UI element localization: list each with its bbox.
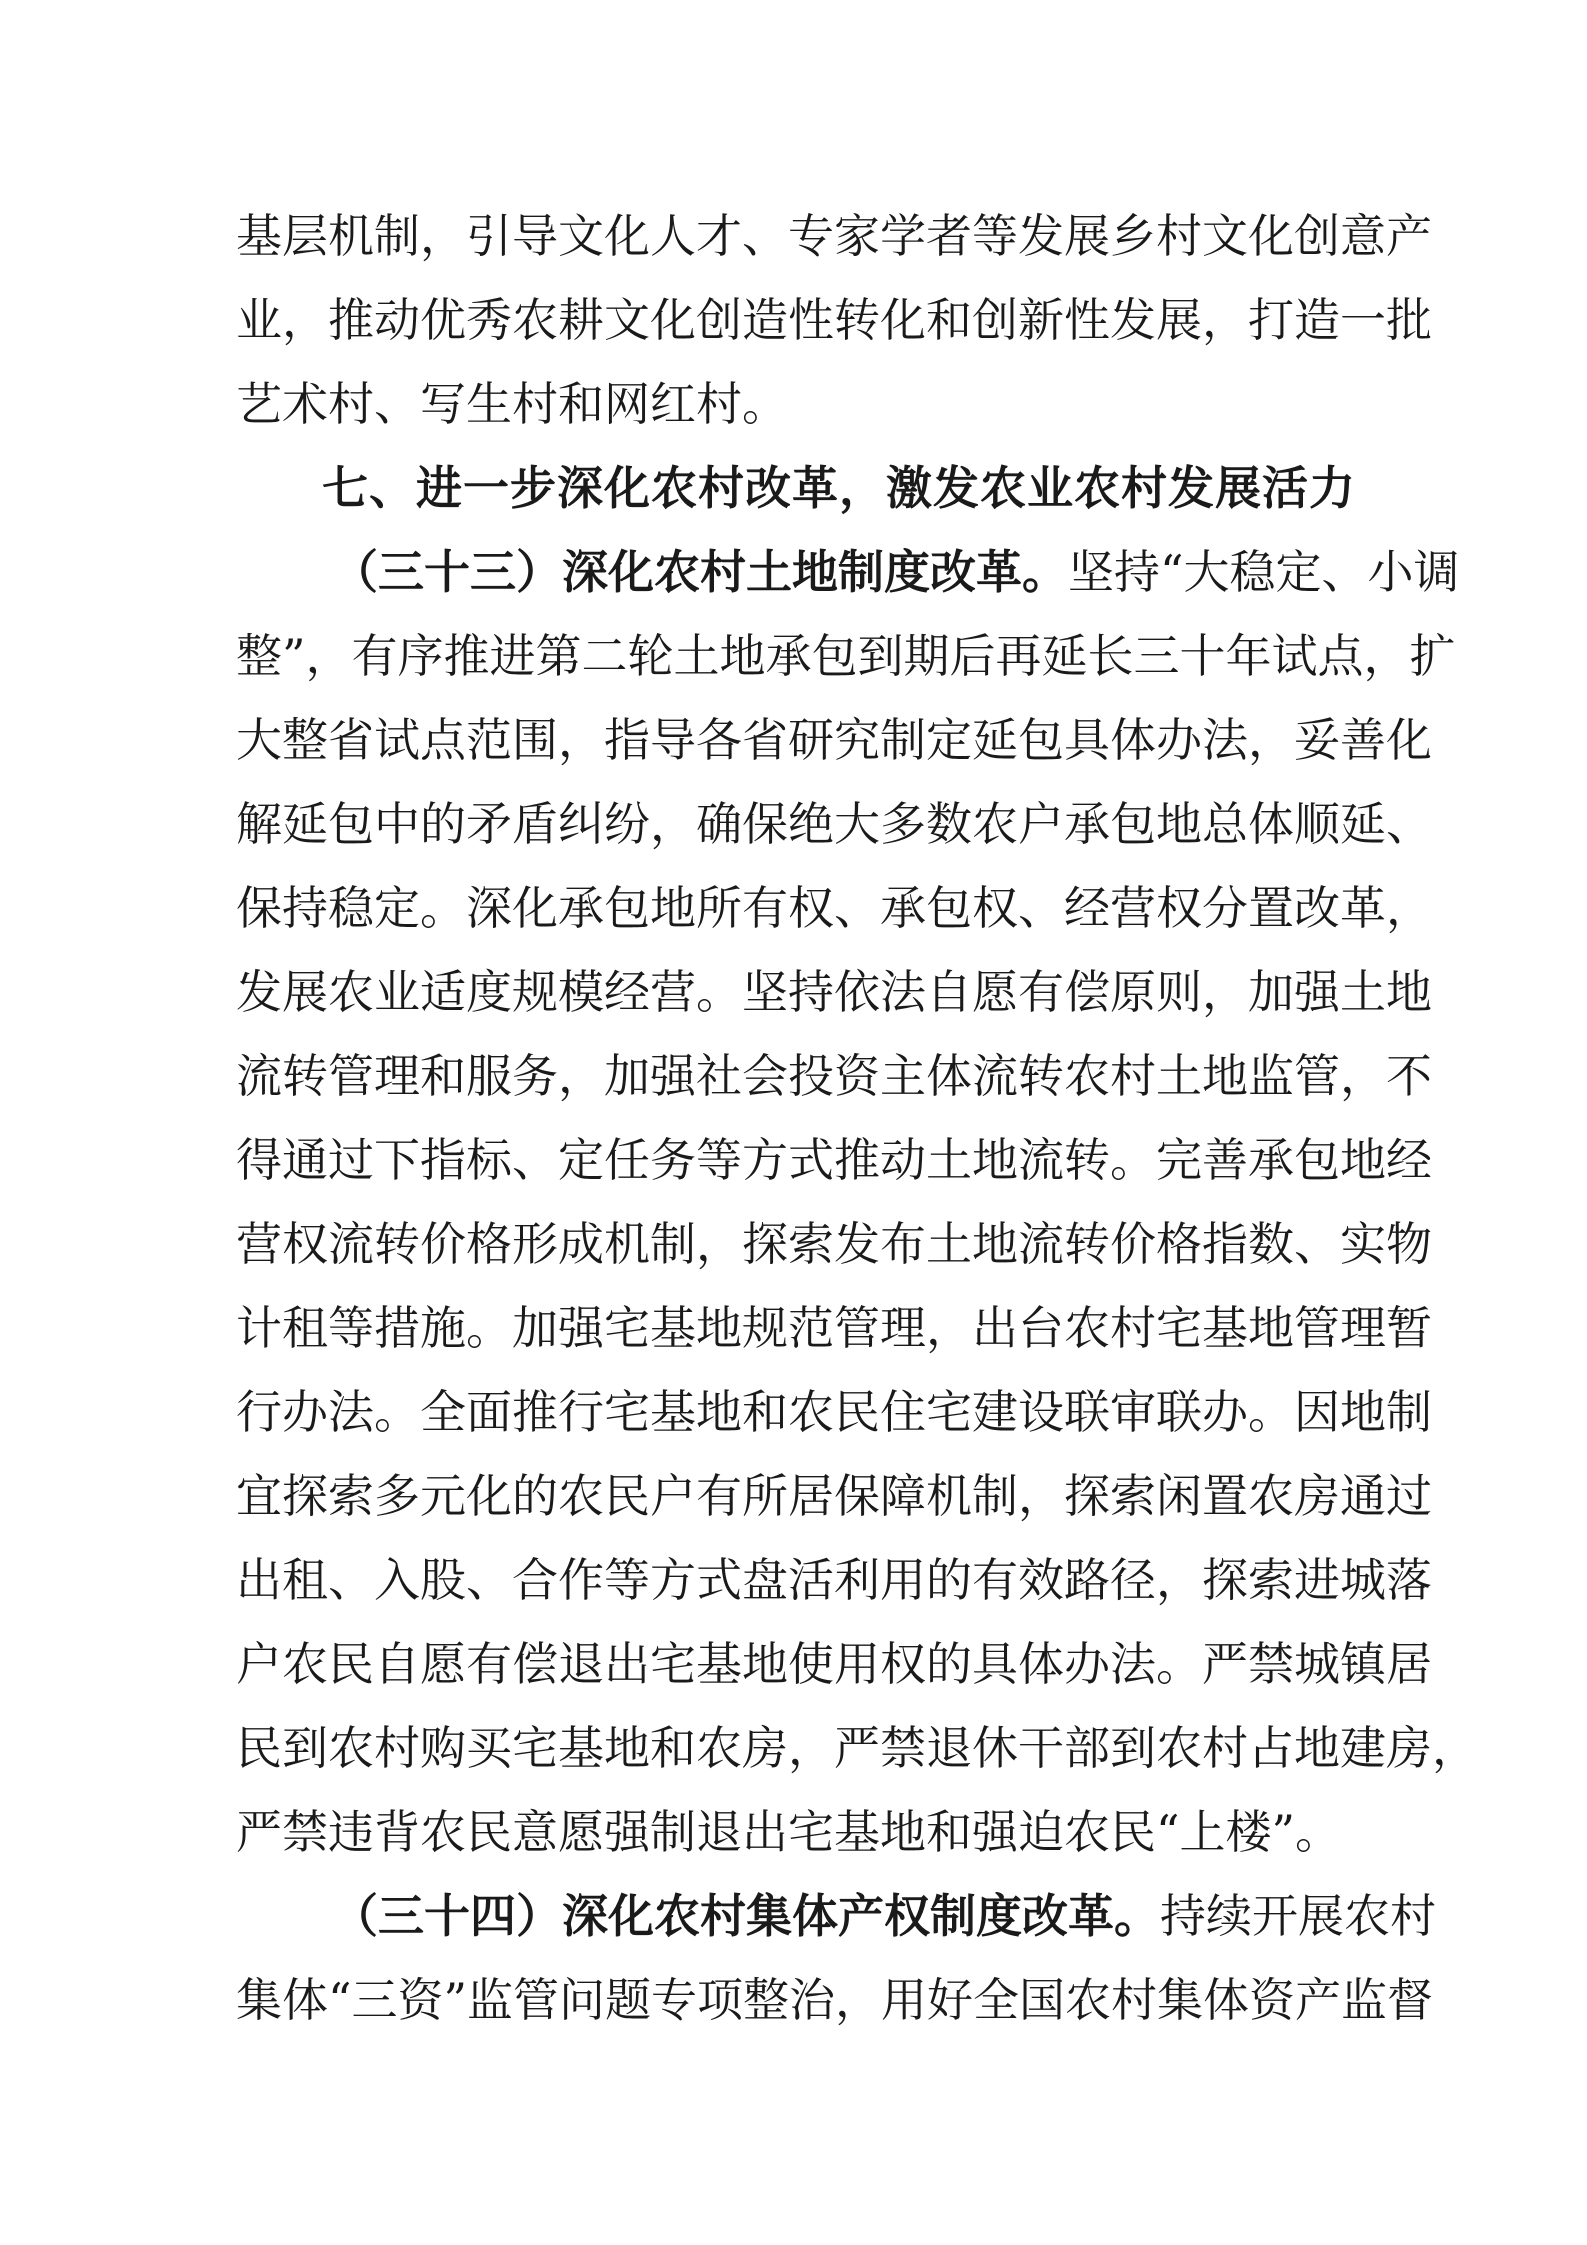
body-text-line: 户农民自愿有偿退出宅基地使用权的具体办法。严禁城镇居 <box>236 1637 1432 1691</box>
item-33-title: （三十三）深化农村土地制度改革。 <box>332 545 1068 599</box>
item-33-first-line-text: 坚持“大稳定、小调 <box>1068 545 1460 599</box>
body-text-line: 行办法。全面推行宅基地和农民住宅建设联审联办。因地制 <box>236 1385 1432 1439</box>
body-text-line: 得通过下指标、定任务等方式推动土地流转。完善承包地经 <box>236 1133 1432 1187</box>
item-33-first-line <box>332 542 1460 602</box>
item-34-first-line-text: 持续开展农村 <box>1160 1889 1436 1943</box>
body-text-line: 宜探索多元化的农民户有所居保障机制，探索闲置农房通过 <box>236 1469 1432 1523</box>
item-34-first-line <box>332 1886 1436 1946</box>
body-text-line: 民到农村购买宅基地和农房，严禁退休干部到农村占地建房， <box>236 1721 1478 1775</box>
body-text-line: 解延包中的矛盾纠纷，确保绝大多数农户承包地总体顺延、 <box>236 797 1432 851</box>
body-text-line: 基层机制，引导文化人才、专家学者等发展乡村文化创意产 <box>236 209 1432 263</box>
body-text-line: 发展农业适度规模经营。坚持依法自愿有偿原则，加强土地 <box>236 965 1432 1019</box>
body-text-line: 出租、入股、合作等方式盘活利用的有效路径，探索进城落 <box>236 1553 1432 1607</box>
item-34-title: （三十四）深化农村集体产权制度改革。 <box>332 1889 1160 1943</box>
body-text-line: 艺术村、写生村和网红村。 <box>236 377 788 431</box>
body-text-line: 集体“三资”监管问题专项整治，用好全国农村集体资产监督 <box>236 1973 1434 2027</box>
body-text-line: 保持稳定。深化承包地所有权、承包权、经营权分置改革， <box>236 881 1432 935</box>
body-text-line: 营权流转价格形成机制，探索发布土地流转价格指数、实物 <box>236 1217 1432 1271</box>
body-text-line: 流转管理和服务，加强社会投资主体流转农村土地监管，不 <box>236 1049 1432 1103</box>
body-text-line: 整”，有序推进第二轮土地承包到期后再延长三十年试点，扩 <box>236 629 1456 683</box>
section-heading: 七、进一步深化农村改革，激发农业农村发展活力 <box>322 461 1356 515</box>
body-text-line: 大整省试点范围，指导各省研究制定延包具体办法，妥善化 <box>236 713 1432 767</box>
body-text-line: 严禁违背农民意愿强制退出宅基地和强迫农民“上楼”。 <box>236 1805 1342 1859</box>
body-text-line: 计租等措施。加强宅基地规范管理，出台农村宅基地管理暂 <box>236 1301 1432 1355</box>
body-text-line: 业，推动优秀农耕文化创造性转化和创新性发展，打造一批 <box>236 293 1432 347</box>
